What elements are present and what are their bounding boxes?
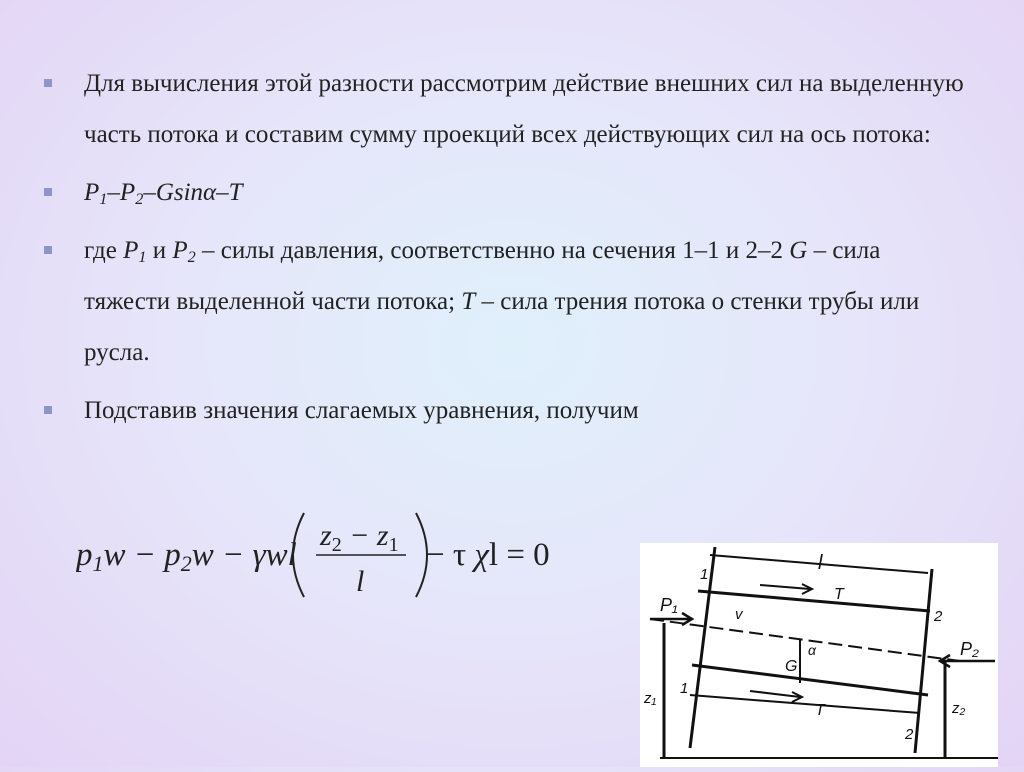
label-v: v (735, 606, 743, 623)
bullet-text: Для вычисления этой разности рассмотрим действие внешних сил на выделенную часть потока и составим сумму проекций всех действующих сил на ось потока: (84, 70, 964, 148)
friction-arrow-top (760, 584, 812, 594)
flow-diagram (640, 543, 998, 767)
bullet-item-substitute (44, 385, 964, 436)
label-z1: z₁ (644, 690, 657, 707)
label-alpha: α (808, 642, 816, 658)
equation (76, 505, 596, 605)
equation-numerator: $z_2 - z_1$ (320, 519, 399, 556)
label-section-2-top: 2 (934, 608, 943, 625)
label-P2: P₂ (960, 639, 979, 659)
bullet-marker (44, 188, 52, 196)
label-T-bottom: T (815, 702, 825, 719)
bullet-marker (44, 246, 52, 254)
bullet-item-definitions (44, 225, 964, 378)
label-l: l (818, 552, 823, 574)
label-P1: P₁ (660, 595, 678, 615)
equation-denominator: l (356, 565, 365, 598)
equation-right: − τ χl = 0 (426, 537, 550, 573)
section-2 (915, 569, 932, 753)
equation-left: p1w − p2w − γwl (76, 537, 297, 576)
bullet-marker (44, 79, 52, 87)
label-section-1-bottom: 1 (680, 680, 689, 697)
label-G: G (785, 658, 798, 675)
friction-line-bottom (690, 695, 920, 713)
bullet-text: где $P_1$ и $P_2$ – силы давления, соответственно на сечения 1–1 и 2–2 G – сила тяжести выделенной части потока; T – сила трения потока о стенки трубы или русла. (84, 237, 920, 366)
label-section-1-top: 1 (700, 566, 709, 583)
bullet-item-intro (44, 58, 964, 160)
bullet-marker (44, 406, 52, 414)
flow-axis (650, 619, 960, 661)
bullet-list (44, 58, 964, 443)
bullet-text: Подставив значения слагаемых уравнения, получим (84, 397, 639, 424)
force-sum-expression: $P_1-P_2-Gsin\alpha-T$ (84, 179, 243, 209)
pipe-bottom-wall (692, 665, 928, 695)
label-T-top: T (834, 586, 844, 603)
bullet-item-force-sum (44, 167, 964, 218)
label-section-2-bottom: 2 (905, 726, 914, 743)
label-z2: z₂ (952, 700, 966, 717)
pipe-top-wall (698, 591, 930, 611)
